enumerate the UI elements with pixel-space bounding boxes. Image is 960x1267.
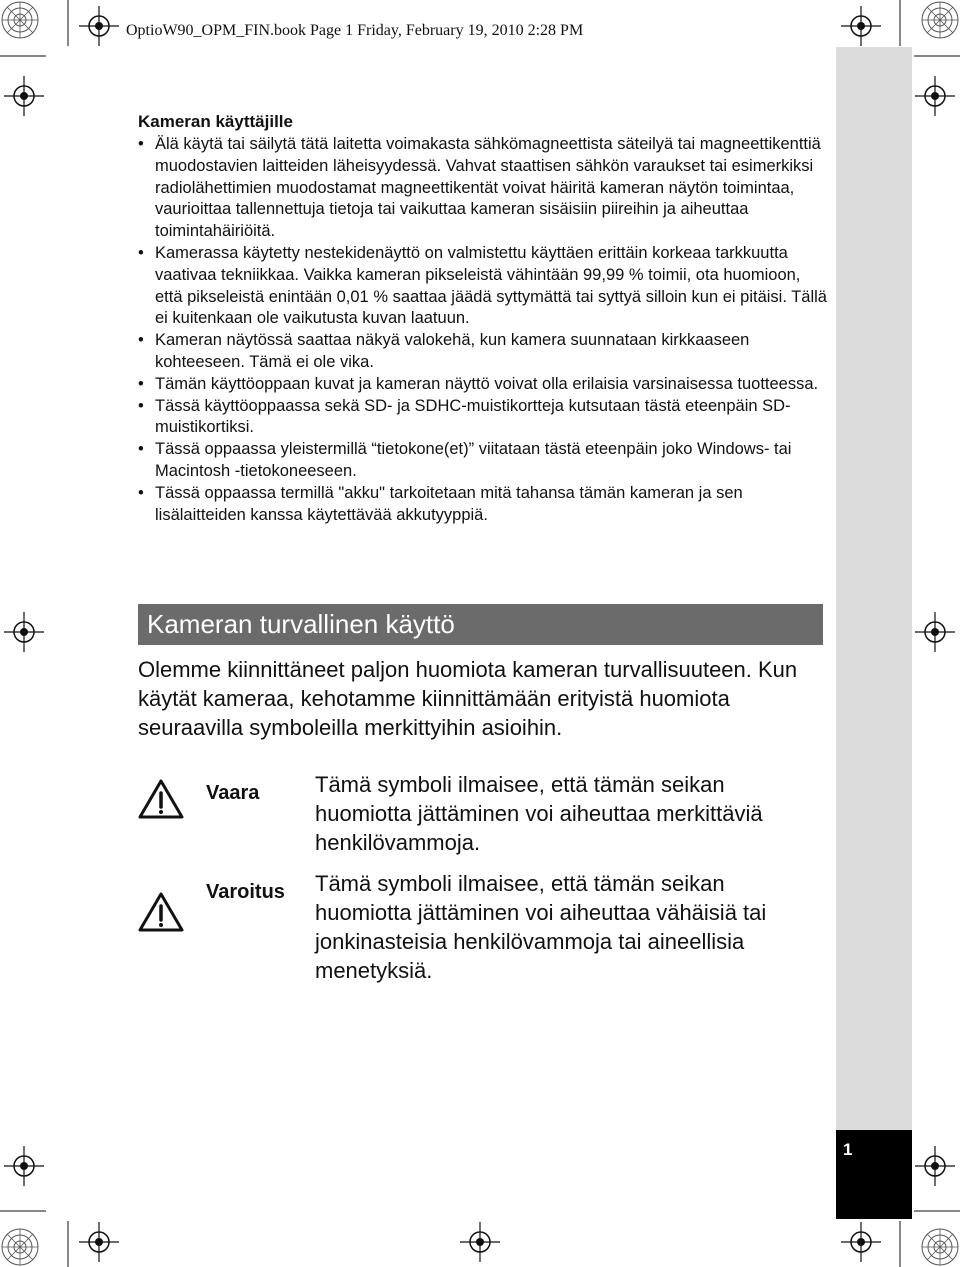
bullet-item: • Tässä oppaassa termillä "akku" tarkoitetaan mitä tahansa tämän kameran ja sen lisälaitteiden kanssa käytettävää akkutyyppiä. — [138, 483, 828, 527]
bullet-item: • Kameran näytössä saattaa näkyä valokehä, kun kamera suunnataan kirkkaaseen kohteeseen. Tämä ei ole vika. — [138, 330, 828, 374]
bullet-item: • Tässä käyttöoppaassa sekä SD- ja SDHC-muistikortteja kutsutaan tästä eteenpäin SD-muistikortiksi. — [138, 396, 828, 440]
symbol-description: Tämä symboli ilmaisee, että tämän seikan huomiotta jättäminen voi aiheuttaa vähäisiä tai jonkinasteisia henkilövammoja tai aineellisia menetyksiä. — [315, 871, 767, 983]
symbol-description: Tämä symboli ilmaisee, että tämän seikan huomiotta jättäminen voi aiheuttaa merkittäviä henkilövammoja. — [315, 772, 763, 855]
intro-title: Kameran käyttäjille — [138, 112, 293, 131]
symbol-label: Vaara — [206, 782, 260, 804]
bullet-item: • Kamerassa käytetty nestekidenäyttö on valmistettu käyttäen erittäin korkeaa tarkkuutta vaativaa tekniikkaa. Vaikka kameran pikseleistä vähintään 99,99 % toimii, ota huomioon, että pikseleistä enintään 0,01 % saattaa jäädä syttymättä tai syttyä silloin kun ei pitäisi. Tällä ei kuitenkaan ole vaikutusta kuvan laatuun. — [138, 243, 828, 330]
print-header: OptioW90_OPM_FIN.book Page 1 Friday, February 19, 2010 2:28 PM — [126, 22, 584, 39]
section-heading: Kameran turvallinen käyttö — [138, 604, 823, 645]
page-number: 1 — [843, 1140, 853, 1159]
section-intro: Olemme kiinnittäneet paljon huomiota kameran turvallisuuteen. Kun käytät kameraa, kehotamme kiinnittämään erityistä huomiota seuraavilla symboleilla merkittyihin asioihin. — [138, 657, 798, 740]
symbol-label: Varoitus — [206, 881, 285, 903]
bullet-item: • Älä käytä tai säilytä tätä laitetta voimakasta sähkömagneettista säteilyä tai magneettikenttiä muodostavien laitteiden läheisyydessä. Vahvat staattisen sähkön varaukset tai esimerkiksi radiolähettimien muodostamat magneettikentät voivat häiritä kameran näytön toimintaa, vaurioittaa tallennettuja tietoja tai vaikuttaa kameran sisäisiin piireihin ja aiheuttaa toimintahäiriöitä. — [138, 134, 828, 243]
bullet-item: • Tämän käyttöoppaan kuvat ja kameran näyttö voivat olla erilaisia varsinaisessa tuotteessa. — [138, 374, 828, 396]
bullet-item: • Tässä oppaassa yleistermillä “tietokone(et)” viitataan tästä eteenpäin joko Windows- tai Macintosh -tietokoneeseen. — [138, 439, 828, 483]
